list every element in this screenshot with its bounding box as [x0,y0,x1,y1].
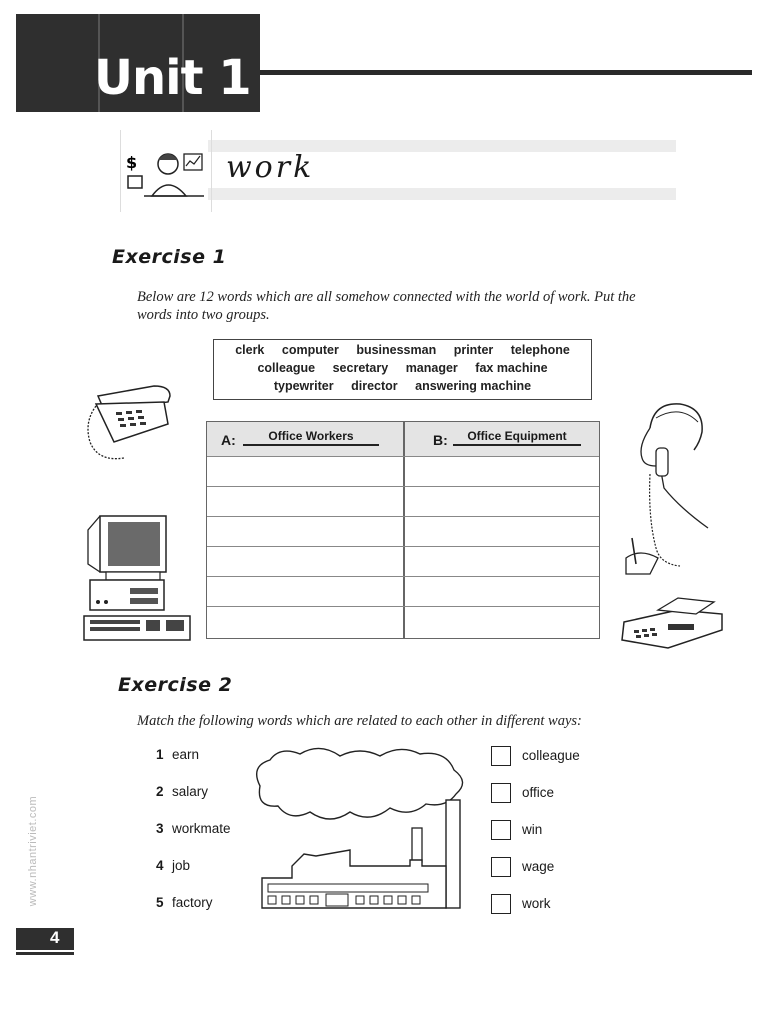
match-left-item-5: 5 factory [156,895,213,910]
match-checkbox-2[interactable] [491,783,511,803]
column-a-label: A: [221,432,236,448]
match-right-item-2: office [522,785,555,800]
office-worker-icon [124,146,208,202]
exercise-1-instruction-line2: words into two groups. [137,307,270,323]
word: fax machine [475,361,548,375]
header-rule [260,70,752,75]
page-number-rule [16,952,74,955]
word: printer [453,343,494,357]
table-row-line [207,606,599,607]
column-a-title: Office Workers [243,429,379,446]
exercise-2-instruction: Match the following words which are related to each other in different ways: [137,713,582,729]
word: director [351,379,398,393]
match-right-item-1: colleague [522,748,580,763]
answer-table [206,421,600,639]
word: manager [405,361,458,375]
word-box [213,339,592,400]
svg-text:$: $ [126,153,138,172]
match-checkbox-3[interactable] [491,820,511,840]
match-left-item-4: 4 job [156,858,191,873]
word: typewriter [273,379,334,393]
table-row-line [207,486,599,487]
word-box-row-3 [214,379,591,393]
fax-machine-icon [618,592,728,652]
word: telephone [510,343,570,357]
page-number: 4 [50,928,60,947]
computer-icon [82,512,194,644]
match-right-item-4: wage [522,859,555,874]
match-checkbox-5[interactable] [491,894,511,914]
exercise-2-heading: Exercise 2 [118,674,233,696]
page-number-box [16,928,74,950]
telephone-icon [84,382,174,464]
match-left-item-1: 1 earn [156,747,200,762]
word: computer [281,343,339,357]
column-b-label: B: [433,432,448,448]
word: answering machine [415,379,532,393]
match-left-item-2: 2 salary [156,784,209,799]
factory-icon [250,746,470,912]
topic-word: work [226,150,315,185]
woman-on-phone-icon [620,398,712,578]
table-row-line [207,546,599,547]
table-row-line [207,456,599,457]
word: secretary [332,361,389,375]
word: clerk [235,343,265,357]
table-row-line [207,516,599,517]
match-checkbox-1[interactable] [491,746,511,766]
match-right-item-5: work [522,896,551,911]
match-checkbox-4[interactable] [491,857,511,877]
word-box-row-2 [214,361,591,375]
column-b-title: Office Equipment [453,429,581,446]
topic-strip-bottom [208,188,676,200]
exercise-1-instruction-line1: Below are 12 words which are all somehow connected with the world of work. Put the [137,289,636,305]
word: businessman [356,343,437,357]
word-box-row-1 [214,343,591,357]
side-url-watermark: www.nhantriviet.com [27,795,40,907]
match-left-item-3: 3 workmate [156,821,231,836]
unit-title: Unit 1 [94,50,251,106]
exercise-1-heading: Exercise 1 [112,246,227,268]
table-row-line [207,576,599,577]
match-right-item-3: win [522,822,543,837]
word: colleague [257,361,316,375]
